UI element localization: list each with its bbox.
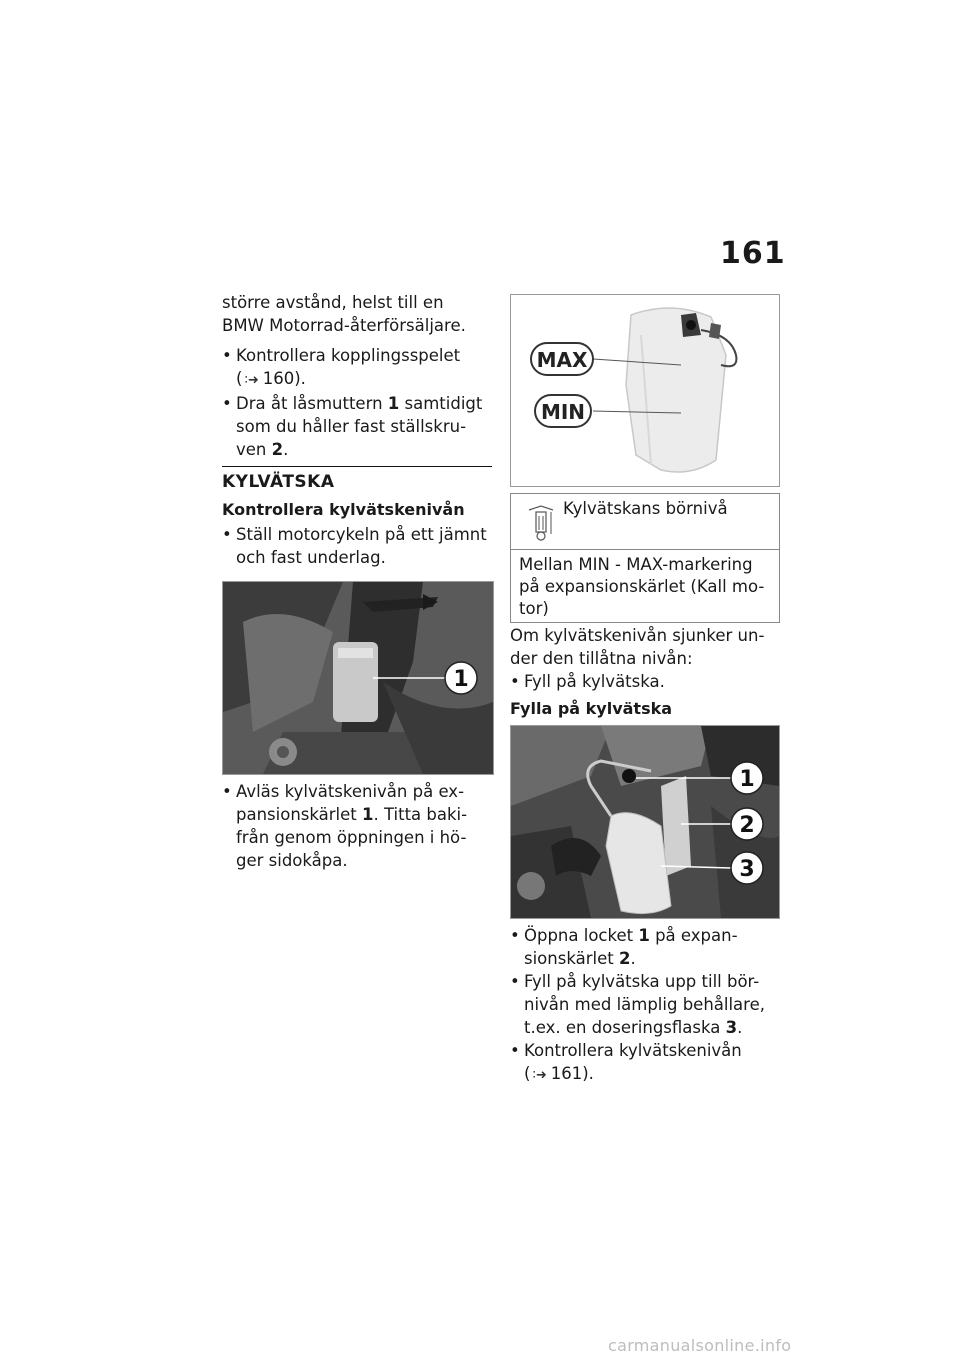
page-reference[interactable]: 160).: [262, 369, 306, 388]
min-marker-label: MIN: [540, 400, 586, 424]
list-item: • Öppna locket 1 på expan- sionskärlet 2.: [510, 924, 780, 970]
reference-arrow-icon: ∶➜: [532, 1068, 547, 1083]
spec-header-row: [511, 494, 779, 550]
list-item: • Dra åt låsmuttern 1 samtidigt som du håller fast ställskru- ven 2.: [222, 392, 494, 461]
list-item: • Kontrollera kopplingsspelet ( ∶➜ 160).: [222, 344, 494, 392]
section-heading: KYLVÄTSKA: [222, 472, 335, 492]
spec-value: Mellan MIN - MAX-markering på expansionskärlet (Kall mo- tor): [519, 555, 765, 618]
section-divider: [222, 466, 492, 467]
figure-2-illustration: [511, 295, 779, 486]
left-intro: [222, 291, 494, 337]
page-reference[interactable]: 161).: [550, 1064, 594, 1083]
coolant-level-icon: [527, 502, 555, 542]
list-item: • Avläs kylvätskenivån på ex- pansionskärlet 1. Titta baki- från genom öppningen i hö- ger sidokåpa.: [222, 780, 494, 872]
figure-3-illustration: [511, 726, 779, 918]
max-marker-label: MAX: [536, 348, 588, 372]
callout-label-1: 1: [453, 667, 469, 692]
right-paragraph: Om kylvätskenivån sjunker un- der den tillåtna nivån: • Fyll på kylvätska.: [510, 624, 780, 693]
sub-heading-2: Fylla på kylvätska: [510, 699, 673, 718]
list-item: • Fyll på kylvätska.: [510, 670, 780, 693]
figure-expansion-tank-view: [222, 581, 494, 775]
list-item: • Ställ motorcykeln på ett jämnt och fast underlag.: [222, 523, 494, 569]
figure-max-min-tank: [510, 294, 780, 487]
left-bullets-3: [222, 780, 494, 872]
spec-title: Kylvätskans börnivå: [563, 499, 728, 518]
figure-filling-coolant: [510, 725, 780, 919]
figure-1-illustration: [223, 582, 493, 774]
left-bullets-2: [222, 523, 494, 569]
list-item: • Kontrollera kylvätskenivån ( ∶➜ 161).: [510, 1039, 780, 1087]
intro-line: BMW Motorrad-återförsäljare.: [222, 316, 466, 335]
left-bullets-1: [222, 344, 494, 461]
sub-heading: Kontrollera kylvätskenivån: [222, 500, 465, 519]
specification-box: [510, 493, 780, 623]
page-number: 161: [720, 236, 786, 271]
right-bullets: [510, 924, 780, 1087]
reference-arrow-icon: ∶➜: [244, 373, 259, 388]
callout-label-3: 3: [739, 857, 755, 882]
intro-line: större avstånd, helst till en: [222, 293, 444, 312]
list-item: • Fyll på kylvätska upp till bör- nivån med lämplig behållare, t.ex. en doseringsflaska 3.: [510, 970, 780, 1039]
callout-label-1: 1: [739, 767, 755, 792]
watermark: carmanualsonline.info: [608, 1336, 792, 1355]
callout-label-2: 2: [739, 813, 755, 838]
